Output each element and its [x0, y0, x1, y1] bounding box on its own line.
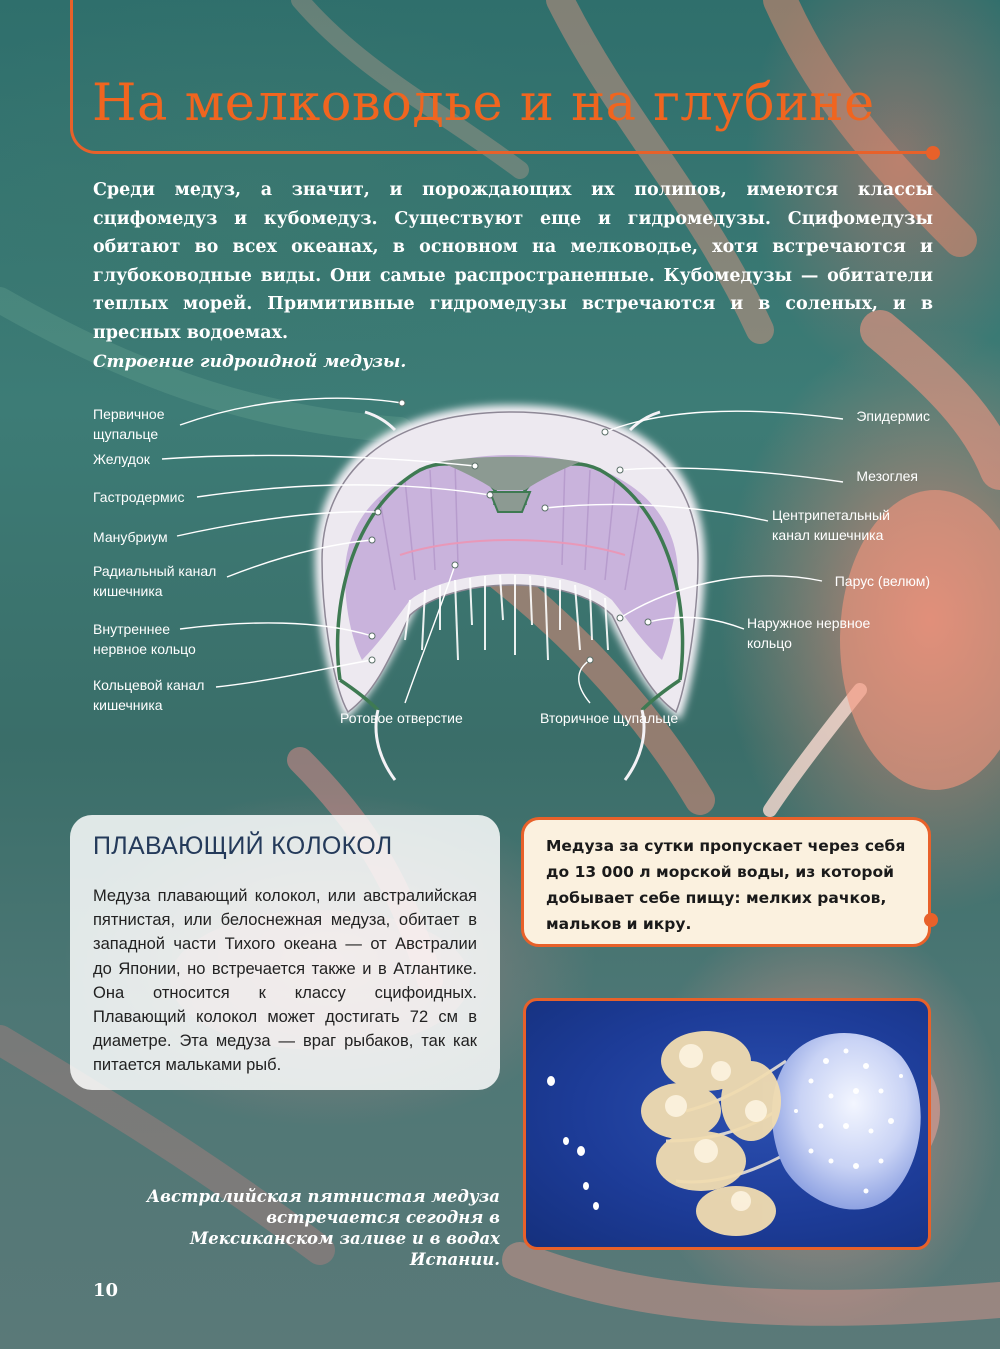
label-outer-nerve-ring: Наружное нервное кольцо	[747, 615, 871, 651]
fact-box-dot	[924, 913, 938, 927]
fact-box-text: Медуза за сутки пропускает через себя до 13 000 л морской воды, из которой добывает себе пищу: мелких рачков, мальков и икру.	[546, 837, 906, 933]
diagram-caption: Строение гидроидной медузы.	[93, 352, 407, 372]
label-radial-canal: Радиальный канал кишечника	[93, 563, 217, 599]
page-title: На мелководье и на глубине	[92, 74, 875, 133]
label-epidermis: Эпидермис	[856, 408, 930, 424]
label-primary-tentacle: Первичное щупальце	[93, 406, 165, 442]
info-box-title: ПЛАВАЮЩИЙ КОЛОКОЛ	[93, 832, 393, 860]
label-velum: Парус (велюм)	[834, 573, 930, 589]
spotted-jellyfish-illustration	[526, 1001, 928, 1247]
label-mesoglea: Мезоглея	[856, 468, 918, 484]
label-stomach: Желудок	[93, 451, 150, 467]
label-secondary-tentacle: Вторичное щупальце	[540, 710, 679, 726]
label-centripetal-canal: Центрипетальный канал кишечника	[772, 507, 890, 543]
spotted-jellyfish-photo	[523, 998, 931, 1250]
label-inner-nerve-ring: Внутреннее нервное кольцо	[93, 621, 196, 657]
page-number: 10	[93, 1280, 119, 1301]
intro-paragraph: Среди медуз, а значит, и порождающих их полипов, имеются классы сцифомедуз и кубомедуз. Существуют еще и гидромедузы. Сцифомедузы обитают во всех океанах, в основном на мелководье, хотя встречаются и глубоководные виды. Они самые распространенные. Кубомедузы — обитатели теплых морей. Примитивные гидромедузы встречаются и в соленых, и в пресных водоемах.	[93, 180, 933, 343]
label-ring-canal: Кольцевой канал кишечника	[93, 677, 205, 713]
info-box-text: Медуза плавающий колокол, или австралийская пятнистая, или белоснежная медуза, обитает в западной части Тихого океана — от Австралии до Японии, но встречается также и в Атлантике. Она относится к классу сцифоидных. Плавающий колокол может достигать 72 см в диаметре. Эта медуза — враг рыбаков, так как питается мальками рыб.	[93, 887, 477, 1075]
photo-caption: Австралийская пятнистая медуза встречается сегодня в Мексиканском заливе и в водах Испании.	[146, 1187, 500, 1269]
label-gastrodermis: Гастродермис	[93, 489, 185, 505]
label-mouth-opening: Ротовое отверстие	[340, 710, 463, 726]
label-manubrium: Манубриум	[93, 529, 168, 545]
